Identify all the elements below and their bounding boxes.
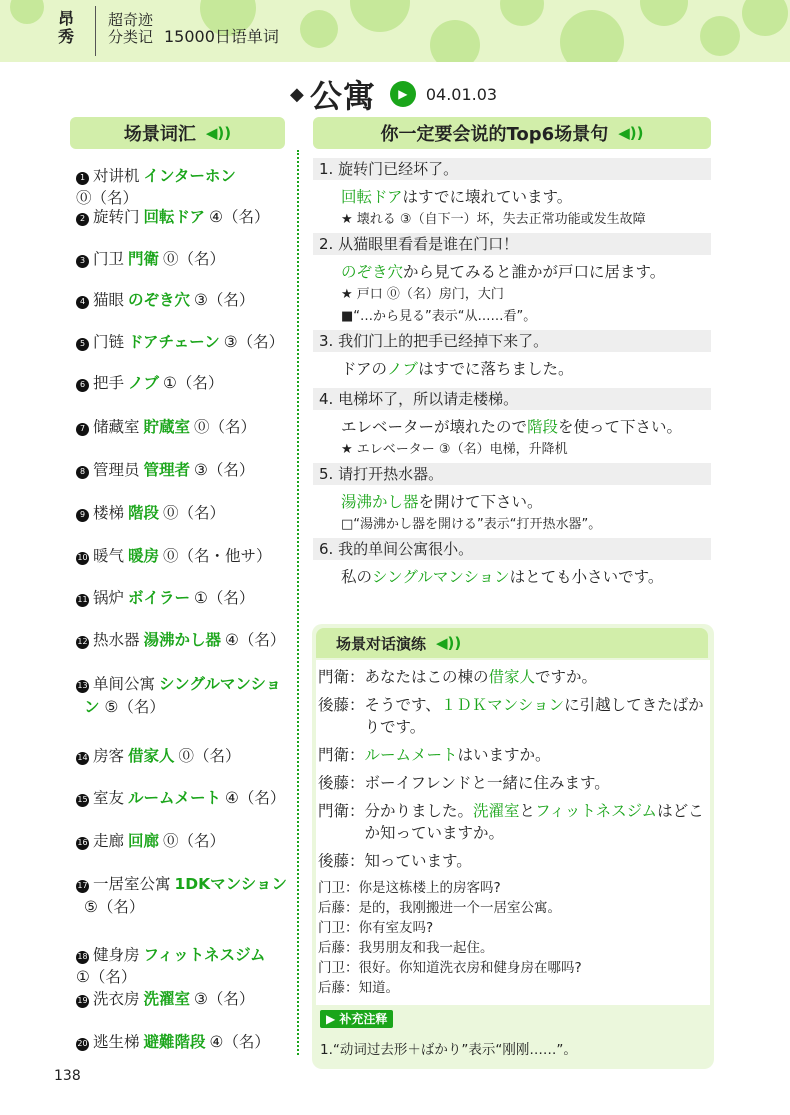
sentence-jp-rest: はすでに壊れています。	[402, 188, 573, 206]
vocab-item	[76, 673, 294, 719]
note-tag-label: 补充注释	[339, 1012, 388, 1026]
vocab-item	[76, 248, 225, 270]
page-number: 138	[54, 1068, 81, 1084]
vocab-pos: ⑤（名）	[104, 698, 165, 716]
dialog-text	[365, 772, 610, 794]
sentence-jp-pre: エレベーターが壊れたので	[341, 418, 528, 436]
diamond-icon: ◆	[290, 83, 304, 105]
sentence-section-header	[313, 117, 711, 149]
decor-dot	[560, 10, 624, 62]
vocab-cn: 一居室公寓	[93, 875, 171, 893]
vocab-cn: 对讲机	[93, 167, 140, 185]
vocab-jp: ルームメート	[128, 789, 222, 807]
dialog-label: 场景对话演练	[336, 634, 427, 653]
vocab-pos: ⓪（名）	[194, 418, 257, 436]
dialog-speaker: 後藤：	[318, 696, 365, 714]
vocab-item	[76, 289, 254, 311]
vocab-cn: 健身房	[93, 946, 140, 964]
sentence-block	[313, 388, 711, 459]
vocab-jp: 貯蔵室	[143, 418, 191, 436]
speaker-icon[interactable]: ◀))	[205, 124, 232, 142]
speaker-icon[interactable]: ◀))	[436, 634, 462, 652]
vocab-number: 20	[76, 1038, 89, 1051]
dialog-part: ですか。	[535, 668, 598, 686]
dialog-text	[365, 694, 710, 738]
vocab-number: 7	[76, 423, 89, 436]
column-divider	[297, 150, 299, 1055]
vocab-item	[76, 629, 285, 651]
vocab-item	[76, 206, 269, 228]
sentence-jp-rest: から見てみると誰かが戸口に居ます。	[403, 263, 666, 281]
vocab-section-header	[70, 117, 285, 149]
sentence-note: ★ 壊れる ③（自下一）坏，失去正常功能或发生故障	[341, 212, 646, 227]
vocab-number: 13	[76, 680, 89, 693]
dialog-keyword: 洗濯室	[473, 802, 520, 820]
sentence-jp-pre: ドアの	[341, 360, 388, 378]
vocab-jp: ン	[84, 698, 100, 716]
vocab-cn: 走廊	[93, 832, 125, 850]
vocab-pos: ④（名）	[209, 1033, 270, 1051]
vocab-jp: のぞき穴	[128, 291, 191, 309]
vocab-item	[76, 1031, 270, 1053]
sentence-question: 4. 电梯坏了，所以请走楼梯。	[313, 388, 711, 410]
vocab-number: 18	[76, 951, 89, 964]
dialog-line	[316, 850, 710, 872]
vocab-item	[76, 944, 294, 988]
sentence-question: 5. 请打开热水器。	[313, 463, 711, 485]
decor-dot	[640, 0, 688, 26]
vocab-cn: 洗衣房	[93, 990, 140, 1008]
vocab-pos: ①（名）	[76, 968, 137, 986]
brand-logo: 昂秀	[58, 9, 75, 46]
vocab-pos: ①（名）	[163, 374, 224, 392]
decor-dot	[700, 16, 740, 56]
dialog-part: 分かりました。	[364, 802, 474, 820]
vocab-number: 4	[76, 296, 89, 309]
vocab-jp: 階段	[128, 504, 160, 522]
dialog-translation-line: 门卫：你是这栋楼上的房客吗?	[318, 880, 501, 896]
sentence-list	[313, 158, 711, 588]
vocab-pos: ③（名）	[194, 291, 255, 309]
vocab-item	[76, 873, 294, 919]
dialog-header	[316, 628, 708, 658]
vocab-section-label: 场景词汇	[123, 124, 196, 145]
vocab-cn: 房客	[93, 747, 125, 765]
vocab-number: 11	[76, 594, 89, 607]
vocab-cn: 热水器	[93, 631, 140, 649]
vocab-item	[76, 545, 272, 567]
sentence-jp	[313, 358, 711, 380]
dialog-part: あなたはこの棟の	[364, 668, 489, 686]
dialog-speaker: 後藤：	[318, 852, 365, 870]
series-line-2: 分类记	[108, 28, 154, 46]
vocab-pos: ④（名）	[225, 631, 286, 649]
vocab-jp: インターホン	[143, 167, 236, 185]
sentence-block	[313, 538, 711, 588]
vocab-pos: ⑤（名）	[84, 898, 145, 916]
dialog-speaker: 門衛：	[318, 802, 365, 820]
sentence-jp-pre: 私の	[341, 568, 373, 586]
dialog-text	[365, 800, 710, 844]
sentence-question: 1. 旋转门已经坏了。	[313, 158, 711, 180]
vocab-pos: ④（名）	[209, 208, 270, 226]
vocab-cn: 储藏室	[93, 418, 140, 436]
vocab-jp: 洗濯室	[143, 990, 191, 1008]
vocab-number: 8	[76, 466, 89, 479]
vocab-cn: 单间公寓	[93, 675, 156, 693]
vocab-pos: ⓪（名）	[163, 832, 226, 850]
sentence-jp	[313, 261, 711, 283]
vocab-item	[76, 165, 294, 209]
decor-dot	[742, 0, 788, 36]
dialog-body	[316, 660, 710, 1005]
vocab-pos: ④（名）	[225, 789, 286, 807]
vocab-jp: 湯沸かし器	[143, 631, 222, 649]
sentence-keyword: のぞき穴	[341, 263, 404, 281]
vocab-jp: ドアチェーン	[128, 333, 220, 351]
vocab-cn: 室友	[93, 789, 125, 807]
dialog-translation-line: 后藤：知道。	[318, 980, 399, 996]
vocab-item	[76, 459, 254, 481]
dialog-keyword: 借家人	[488, 668, 536, 686]
sentence-jp-rest: はすでに落ちました。	[418, 360, 574, 378]
dialog-text	[365, 850, 472, 872]
vocab-number: 15	[76, 794, 89, 807]
page-title: 公寓	[309, 77, 376, 115]
supplement-note-tag	[320, 1010, 393, 1028]
sentence-note: ■“…から見る”表示“从……看”。	[341, 309, 537, 324]
sentence-jp-rest: を使って下さい。	[558, 418, 683, 436]
vocab-number: 9	[76, 509, 89, 522]
sentence-keyword: ノブ	[387, 360, 419, 378]
decor-dot	[500, 0, 544, 26]
sentence-jp-rest: を開けて下さい。	[418, 493, 543, 511]
vocab-jp: 門衛	[128, 250, 160, 268]
vocab-number: 10	[76, 552, 89, 565]
dialog-part: はいますか。	[457, 746, 551, 764]
vocab-item	[76, 372, 223, 394]
vocab-number: 17	[76, 880, 89, 893]
decor-dot	[300, 10, 338, 48]
dialog-translation-line: 门卫：很好。你知道洗衣房和健身房在哪吗?	[318, 960, 582, 976]
sentence-jp	[313, 491, 711, 513]
dialog-text	[365, 744, 551, 766]
series-line-1: 超奇迹	[108, 11, 154, 29]
book-title: 15000日语单词	[164, 27, 279, 46]
vocab-number: 2	[76, 213, 89, 226]
audio-play-icon[interactable]: ▶	[390, 81, 416, 107]
vocab-item	[76, 502, 225, 524]
decor-dot	[430, 20, 480, 62]
vocab-number: 14	[76, 752, 89, 765]
vocab-pos: ③（名）	[194, 990, 255, 1008]
dialog-line	[316, 744, 710, 766]
vocab-item	[76, 830, 225, 852]
vocab-number: 12	[76, 636, 89, 649]
dialog-text	[365, 666, 598, 688]
page-title-row	[290, 70, 497, 118]
dialog-line	[316, 666, 710, 688]
vocab-cn: 暖气	[93, 547, 125, 565]
dialog-translation-line: 门卫：你有室友吗?	[318, 920, 434, 936]
dialog-line	[316, 800, 710, 844]
decor-dot	[350, 0, 410, 32]
sentence-question: 2. 从猫眼里看看是谁在门口！	[313, 233, 711, 255]
sentence-note: ★ 戸口 ⓪（名）房门，大门	[341, 287, 504, 302]
vocab-jp: ノブ	[128, 374, 160, 392]
sentence-jp	[313, 186, 711, 208]
vocab-pos: ⓪（名）	[163, 250, 226, 268]
vocab-cn: 猫眼	[93, 291, 125, 309]
vocab-cn: 锅炉	[93, 589, 125, 607]
track-number: 04.01.03	[425, 84, 498, 104]
sentence-section-label: 你一定要会说的Top6场景句	[380, 124, 609, 145]
dialog-translation-line: 后藤：我男朋友和我一起住。	[318, 940, 494, 956]
vocab-item	[76, 331, 284, 353]
dialog-part: ボーイフレンドと一緒に住みます。	[364, 774, 610, 792]
dialog-speaker: 後藤：	[318, 774, 365, 792]
dialog-part: そうです、	[364, 696, 441, 714]
vocab-pos: ⓪（名）	[76, 189, 139, 207]
sentence-question: 3. 我们门上的把手已经掉下来了。	[313, 330, 711, 352]
vocab-pos: ③（名）	[223, 333, 285, 351]
dialog-part: 知っています。	[364, 852, 472, 870]
vocab-jp: 管理者	[143, 461, 191, 479]
sentence-keyword: 階段	[527, 418, 559, 436]
vocab-pos: ③（名）	[194, 461, 255, 479]
sentence-question: 6. 我的单间公寓很小。	[313, 538, 711, 560]
dialog-part: に引越してきたばかりです。	[364, 696, 704, 736]
vocab-item	[76, 787, 285, 809]
vocab-number: 5	[76, 338, 89, 351]
decor-dot	[10, 0, 44, 24]
sentence-block	[313, 233, 711, 326]
vocab-jp: 借家人	[128, 747, 175, 765]
sentence-keyword: 回転ドア	[341, 188, 403, 206]
vocab-cn: 门链	[93, 333, 125, 351]
dialog-speaker: 門衛：	[318, 746, 365, 764]
vocab-number: 3	[76, 255, 89, 268]
sentence-block	[313, 463, 711, 534]
vocab-cn: 楼梯	[93, 504, 125, 522]
dialog-translation-line: 后藤：是的，我刚搬进一个一居室公寓。	[318, 900, 561, 916]
dialog-line	[316, 772, 710, 794]
vocab-jp: シングルマンショ	[159, 675, 282, 693]
supplement-note: 1.“动词过去形＋ばかり”表示“刚刚……”。	[320, 1042, 577, 1058]
vocab-number: 6	[76, 379, 89, 392]
sentence-note: □“湯沸かし器を開ける”表示“打开热水器”。	[341, 517, 602, 532]
vocab-item	[76, 988, 254, 1010]
vocab-pos: ⓪（名）	[163, 504, 226, 522]
dialog-keyword: ルームメート	[364, 746, 458, 764]
vocab-cn: 逃生梯	[93, 1033, 140, 1051]
dialog-keyword: フィットネスジム	[535, 802, 658, 820]
vocab-item	[76, 587, 254, 609]
sentence-block	[313, 158, 711, 229]
vocab-continuation	[76, 895, 294, 919]
vocab-jp: 暖房	[128, 547, 160, 565]
dialog-part: はどこか知っていますか。	[364, 802, 704, 842]
series-name	[108, 12, 153, 46]
vocab-jp: ボイラー	[128, 589, 191, 607]
vocab-pos: ⓪（名・他サ）	[163, 547, 272, 565]
sentence-jp-rest: はとても小さいです。	[509, 568, 664, 586]
speaker-icon[interactable]: ◀))	[618, 124, 644, 142]
vocab-jp: 1DKマンション	[174, 875, 287, 893]
sentence-keyword: 湯沸かし器	[341, 493, 419, 511]
sentence-block	[313, 330, 711, 380]
dialog-part: と	[519, 802, 536, 820]
vocab-cn: 把手	[93, 374, 125, 392]
vocab-number: 19	[76, 995, 89, 1008]
vocab-cn: 管理员	[93, 461, 140, 479]
vocab-jp: 回廊	[128, 832, 160, 850]
vocab-item	[76, 745, 241, 767]
sentence-note: ★ エレベーター ③（名）电梯，升降机	[341, 442, 568, 457]
vocab-jp: 回転ドア	[143, 208, 206, 226]
sentence-keyword: シングルマンション	[372, 568, 510, 586]
sentence-jp	[313, 416, 711, 438]
vocab-continuation	[76, 695, 294, 719]
vocab-jp: 避難階段	[143, 1033, 206, 1051]
sentence-jp	[313, 566, 711, 588]
dialog-keyword: １ＤＫマンション	[440, 696, 565, 714]
dialog-speaker: 門衛：	[318, 668, 365, 686]
vocab-cn: 旋转门	[93, 208, 140, 226]
vocab-item	[76, 416, 256, 438]
vocab-cn: 门卫	[93, 250, 125, 268]
vocab-number: 1	[76, 172, 89, 185]
dialog-line	[316, 694, 710, 738]
vocab-jp: フィットネスジム	[143, 946, 266, 964]
vocab-number: 16	[76, 837, 89, 850]
play-icon: ▶	[326, 1012, 340, 1026]
vocab-pos: ⓪（名）	[178, 747, 241, 765]
vocab-pos: ①（名）	[194, 589, 255, 607]
